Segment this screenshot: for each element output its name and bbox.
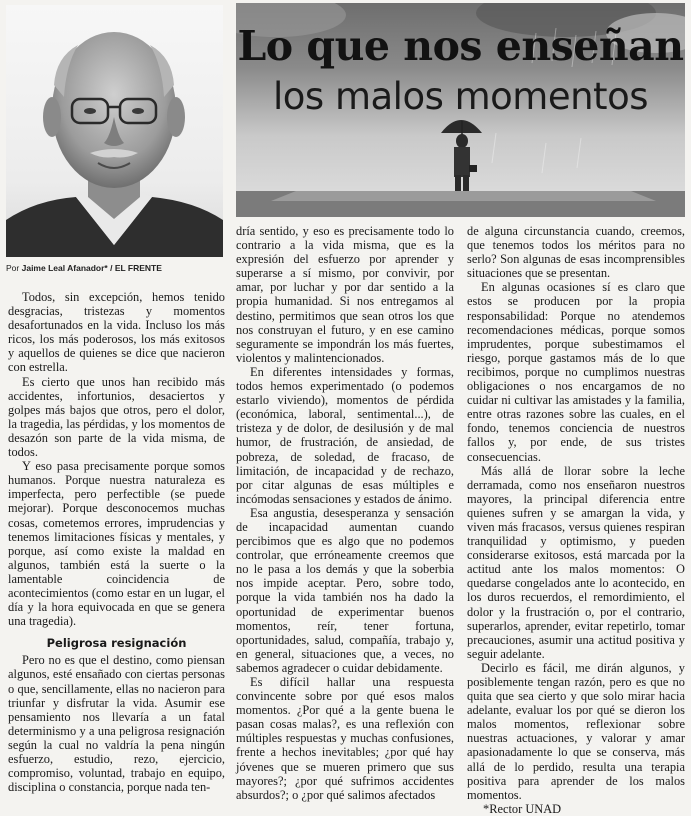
- paragraph: Esa angustia, desesperanza y sensación de incapacidad aumentan cuando percibimos que es algo que no podemos controlar, que erróneamente creemos que no le pasa a los demás y que la soberbia nos impide aceptar. Pero, sobre todo, porque la vida también nos ha dado la oportunidad de experimentar buenos momentos, reír, tener fortuna, oportunidades, salud, compañía, trabajo y, en general, situaciones que, a veces, no sabemos agradecer o cuidar debidamente.: [236, 505, 454, 675]
- paragraph: En algunas ocasiones sí es claro que estos se producen por la propia responsabilidad: Porque no atendemos recomendaciones médicas, porque somos imprudentes, porque subestimamos el riesgo, porque gastamos más de lo que recibimos, porque no cumplimos nuestras obligaciones o nos encargamos de no cuidar ni cultivar las amistades y la familia, entre otras razones sobre las cuales, en el fondo, tenemos conciencia de nuestros fallos y, por ende, de sus tristes consecuencias.: [467, 280, 685, 464]
- article-column-1: [8, 290, 225, 794]
- paragraph: Es cierto que unos han recibido más accidentes, infortunios, desaciertos y golpes más bajos que otros, pero el dolor, la tragedia, las pérdidas, y los momentos de desazón son parte de la vida misma, de todos.: [8, 374, 225, 460]
- author-signature: *Rector UNAD: [483, 801, 562, 816]
- paragraph: Es difícil hallar una respuesta convincente sobre por qué esos malos momentos. ¿Por qué a la gente buena le pasan cosas malas?, es una reflexión con múltiples respuestas y muchas confusiones, frente a hechos inevitables; ¿por qué hay jóvenes que se mueren primero que sus mayores?; ¿por qué sufrimos accidentes absurdos?; o ¿por qué salimos afectados: [236, 675, 454, 802]
- headline-banner: [236, 3, 685, 217]
- paragraph: dría sentido, y eso es precisamente todo lo contrario a la vida misma, que es la expresión del esfuerzo por aprender y superarse a sí mismo, por convivir, por amar, por luchar y por dar sentido a la propia humanidad. Si nos entregamos al destino, permitimos que sean otros los que nos construyan el futuro, y en ese camino seguramente se impondrán los más fuertes, violentos y malintencionados.: [236, 224, 454, 365]
- paragraph: Todos, sin excepción, hemos tenido desgracias, tristezas y momentos desafortunados en la vida. Incluso los más ricos, los más poderosos, los más exitosos y aquellos de quienes se dice que nacieron con estrella.: [8, 290, 225, 375]
- article-column-3: [467, 224, 685, 816]
- paragraph: de alguna circunstancia cuando, creemos, que tenemos todos los méritos para no serlo? Son algunas de esas incomprensibles situaciones que se presentan.: [467, 224, 685, 281]
- paragraph: En diferentes intensidades y formas, todos hemos experimentado (o podemos estarlo viviendo), momentos de pérdida (económica, laboral, sentimental...), de tristeza y de dolor, de desilusión y de mal humor, de frustración, de ansiedad, de pobreza, de soledad, de fracaso, de limitación, de incapacidad y de rechazo, por citar algunas de esas múltiples e incómodas sensaciones y estados de ánimo.: [236, 364, 454, 506]
- byline-prefix: Por: [6, 263, 20, 273]
- subheading: Peligrosa resignación: [46, 636, 187, 651]
- author-photo: [6, 5, 223, 257]
- paragraph: Pero no es que el destino, como piensan algunos, esté ensañado con ciertas personas o que, sencillamente, ellas no nacieron para triunfar y disfrutar la vida. Asumir ese pensamiento nos llevaría a un fatal determinismo y a una peligrosa resignación según la cual no valdría la pena ningún esfuerzo, estudio, rezo, ejercicio, compromiso, voluntad, trabajo en equipo, disciplina o constancia, porque nada ten-: [8, 653, 225, 795]
- paragraph: Decirlo es fácil, me dirán algunos, y posiblemente tengan razón, pero es que no quita que sea cierto y que solo mirar hacia adelante, evaluar los por qué se dieron los malos momentos, reflexionar sobre nuestras actuaciones, y valorar y amar apasionadamente lo que se conserva, más allá de lo perdido, resulta una terapia positiva para aprender de los malos momentos.: [467, 660, 685, 802]
- article-column-2: [236, 224, 454, 802]
- paragraph: Más allá de llorar sobre la leche derramada, como nos enseñaron nuestros mayores, la principal diferencia entre quienes sufren y se amargan la vida, y viven más fracasos, versus quienes respiran tranquilidad y optimismo, y pueden considerarse exitosos, está marcada por la actitud ante los malos momentos: O quedarse congelados ante lo acontecido, en los duros recuerdos, el remordimiento, el dolor y la frustración o, por el contrario, superarlos, aprender, evitar repetirlo, tomar precauciones, asumir una actitud positiva y seguir adelante.: [467, 463, 685, 661]
- headline-line-2: los malos momentos: [273, 75, 648, 118]
- byline: [6, 263, 226, 273]
- byline-author: Jaime Leal Afanador* / EL FRENTE: [21, 263, 162, 273]
- headline-line-1: Lo que nos enseñan: [237, 22, 684, 70]
- paragraph: Y eso pasa precisamente porque somos humanos. Porque nuestra naturaleza es imperfecta, pero perfectible (se puede mejorar). Porque desconocemos muchas cosas, cometemos errores, imprudencias y tenemos limitaciones físicas y mentales, y porque, así como existe la maldad en algunos, también está la suerte o la lamentable coincidencia de acontecimientos (como estar en un lugar, el día y la hora equivocada en que se genera una tragedia).: [8, 459, 225, 629]
- author-portrait-illustration: [6, 5, 223, 257]
